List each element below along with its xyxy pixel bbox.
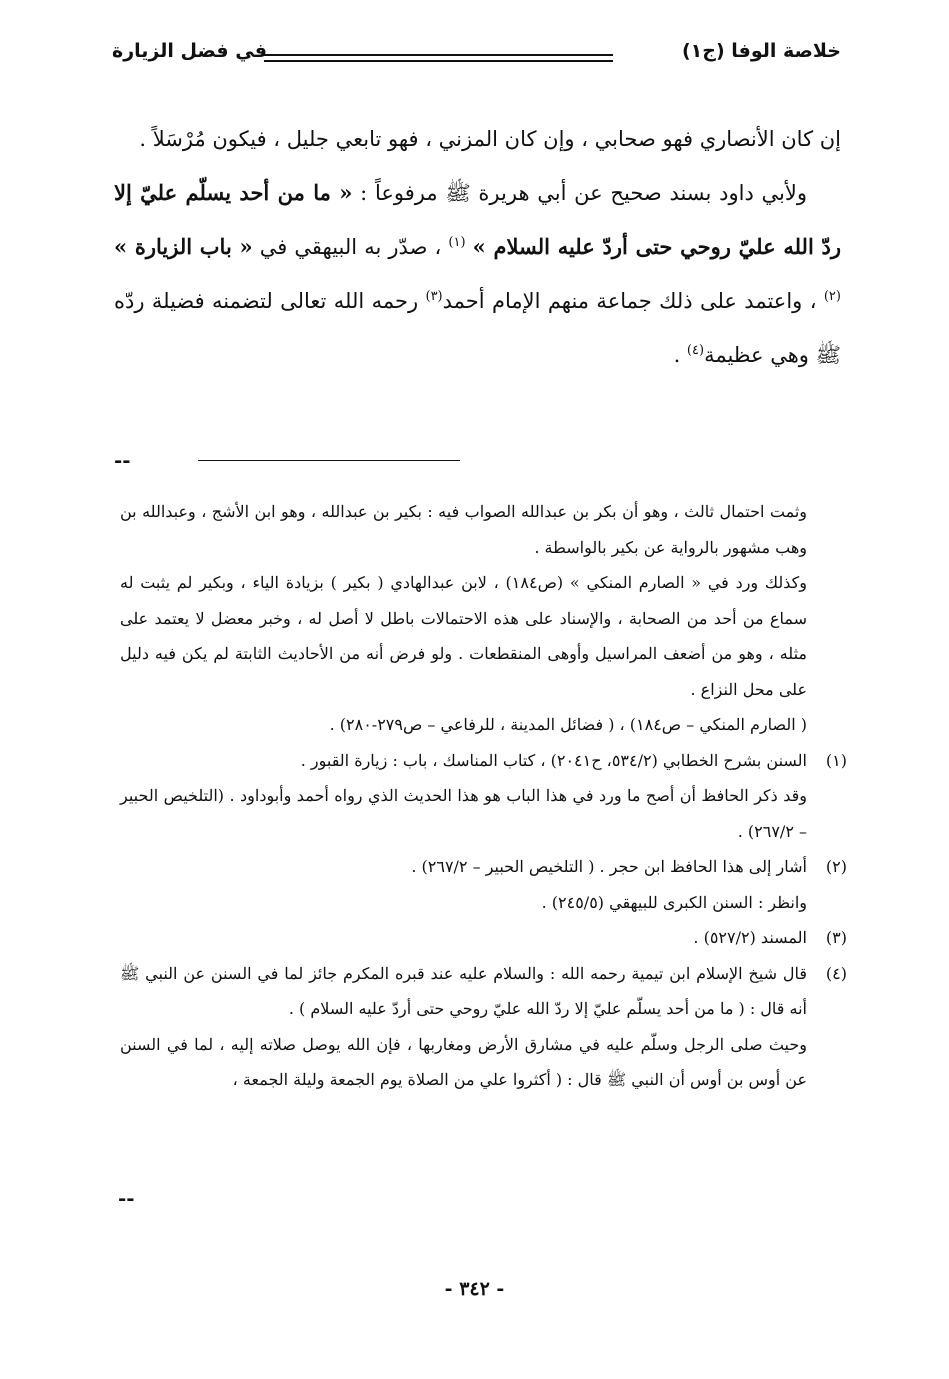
footnote-text: وحيث صلى الرجل وسلّم عليه في مشارق الأرض ومغاربها ، فإن الله يوصل صلاته إليه ، لما في السنن عن أوس بن أوس أن النبي ﷺ قال : ( أكثروا علي من الصلاة يوم الجمعة وليلة الجمعة ، [120,1034,807,1089]
footnote-number: (٤) [825,963,847,983]
chapter-name-quote: « باب الزيارة » [114,234,253,259]
header-rule [264,54,613,62]
footnote-number: (٢) [825,857,847,876]
footnote-continuation-2: وكذلك ورد في « الصارم المنكي » (ص١٨٤) ، لابن عبدالهادي ( بكير ) بزيادة الياء ، وبكير لم يثبت له سماع من أحد من الصحابة ، والإسناد على هذه الاحتمالات باطل لا أصل له ، وخبر معضل لا يعتمد على مثله ، وهو من أضعف المراسيل وأوهى المنقطعات . ولو فرض أنه من الأحاديث الثابتة لم يكن فيه دليل على محل النزاع . [120,573,808,699]
main-text [114,112,841,382]
footnote-text: أشار إلى هذا الحافظ ابن حجر . ( التلخيص الحبير – ٢٦٧/٢) . [411,857,807,876]
footnote-ref-4: (٤) [686,343,705,358]
footnotes [120,494,847,1098]
footnote-text: وانظر : السنن الكبرى للبيهقي (٢٤٥/٥) . [541,892,807,912]
footnote-continuation-3: ( الصارم المنكي – ص١٨٤) ، ( فضائل المدينة ، للرفاعي – ص٢٧٩-٢٨٠) . [329,715,807,734]
paragraph-2 [114,166,841,382]
chapter-title: في فضل الزيارة [112,40,267,62]
paragraph-2-mid2: ، واعتمد على ذلك جماعة منهم الإمام أحمد [442,289,824,313]
footnote-text: وقد ذكر الحافظ أن أصح ما ورد في هذا الباب هو هذا الحديث الذي رواه أحمد وأبوداود . (التلخيص الحبير – ٢٦٧/٢) . [120,786,807,841]
footnote-3 [120,920,847,956]
paragraph-2-intro: ولأبي داود بسند صحيح عن أبي هريرة ﷺ مرفوعاً : [352,181,808,205]
footnote-1 [120,743,847,850]
footnote-number: (٣) [825,928,847,947]
footnote-divider [198,460,460,461]
footnote-4 [120,956,847,1098]
footnote-text: السنن بشرح الخطابي (٥٣٤/٢، ح٢٠٤١) ، كتاب المناسك ، باب : زيارة القبور . [300,750,807,770]
running-header [112,36,841,76]
paragraph-2-after: رحمه الله تعالى لتضمنه فضيلة ردّه ﷺ وهي عظيمة [114,289,841,367]
footnote-number: (١) [825,750,847,770]
footnote-continuation-1: وثمت احتمال ثالث ، وهو أن بكر بن عبدالله الصواب فيه : بكير بن عبدالله ، وهو ابن الأشج ، وعبدالله بن وهب مشهور بالرواية عن بكير بالواسطة . [120,502,807,557]
page-number: - ٣٤٢ - [444,1278,505,1300]
footnote-text: قال شيخ الإسلام ابن تيمية رحمه الله : والسلام عليه عند قبره المكرم جائز لما في السنن عن النبي ﷺ أنه قال : ( ما من أحد يسلّم عليّ إلا ردّ الله عليّ روحي حتى أردّ عليه السلام ) . [120,963,807,1018]
footnote-ref-2: (٢) [823,289,841,304]
hadith-quote: « ما من أحد يسلّم عليّ إلا ردّ الله عليّ روحي حتى أردّ عليه السلام » [114,180,842,259]
footnote-ref-3: (٣) [425,289,443,304]
paragraph-2-end: . [673,343,687,367]
footnote-ref-1: (١) [448,235,466,250]
footnote-text: المسند (٥٢٧/٢) . [693,928,807,947]
footnote-2 [120,849,847,920]
paragraph-1: إن كان الأنصاري فهو صحابي ، وإن كان المزني ، فهو تابعي جليل ، فيكون مُرْسَلاً . [139,127,841,151]
continued-mark: -- [118,1186,135,1210]
paragraph-2-mid: ، صدّر به البيهقي في [252,235,449,259]
footnote-divider-mark: -- [114,448,131,472]
book-title: خلاصة الوفا (ج١) [681,40,841,62]
